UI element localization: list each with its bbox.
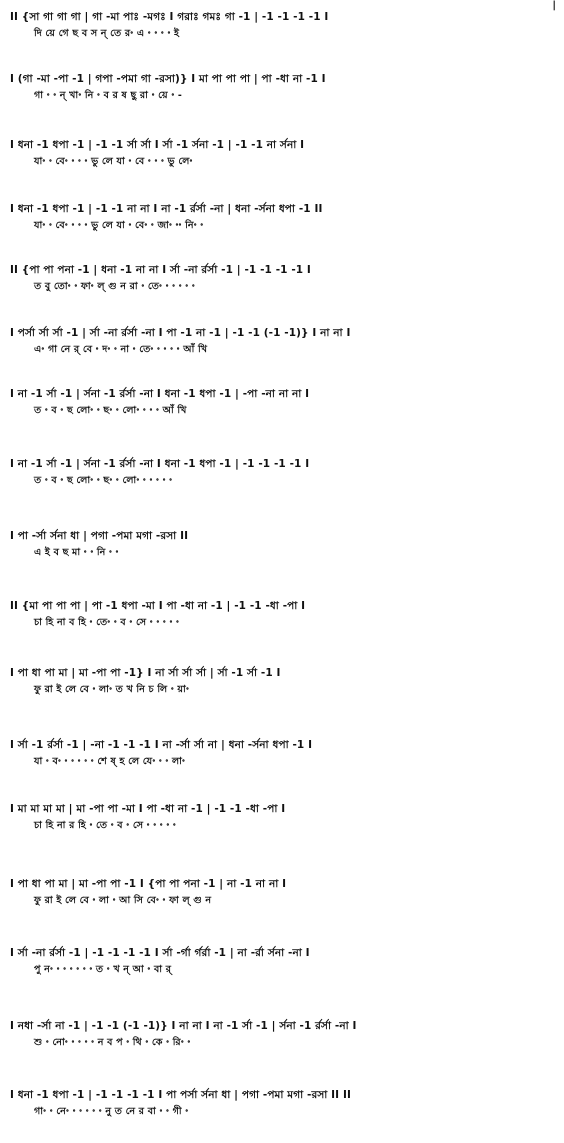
notes-line: I পা -র্সা র্সনা ধা | পগা -পমা মগা -রসা II: [10, 530, 189, 542]
staff-block-6: [10, 324, 558, 358]
lyrics-line: ত ৽ ব ৽ ছ লো৽ ৽ ছ৽ ৽ লো৽ ৽ ৽ ৽ ৽ ৽: [34, 475, 173, 486]
lyrics-line: গা৽ ৽ নে৽ ৽ ৽ ৽ ৽ ৽ নু ত নে র বা ৽ ৽ গী ৽: [34, 1106, 189, 1117]
staff-block-10: [10, 597, 558, 631]
lyrics-line: ফু রা ই লে বে ৽ লা ৽ আ সি বে৽ ৽ ফা ল্ গু ন: [34, 895, 212, 906]
lyrics-line: ত বু তো৽ ৽ ফা৽ ল্ গু ন রা ৽ তে৽ ৽ ৽ ৽ ৽ ৽: [34, 281, 195, 292]
lyrics-line: শু ৽ নো৽ ৽ ৽ ৽ ৽ ন ব প ৽ থি ৽ কে ৽ রি৽ ৽: [34, 1037, 191, 1048]
staff-block-17: [10, 1086, 558, 1120]
staff-block-1: [10, 8, 558, 42]
notes-line: I পর্সা র্সা র্সা -1 | র্সা -না র্রর্সা -না I পা -1 না -1 | -1 -1 (-1 -1)} I না না I: [10, 327, 351, 339]
staff-block-11: [10, 664, 558, 698]
lyrics-line: এ ই ব ছ মা ৽ ৽ নি ৽ ৽: [34, 547, 119, 558]
staff-block-8: [10, 455, 558, 489]
notes-line: I ধনা -1 ধপা -1 | -1 -1 র্সা র্সা I র্সা -1 র্সনা -1 | -1 -1 না র্সনা I: [10, 139, 305, 151]
lyrics-line: ত ৽ ব ৽ ছ লো৽ ৽ ছ৽ ৽ লো৽ ৽ ৽ ৽ আঁ খি: [34, 405, 187, 416]
lyrics-line: চা হি না র হি ৽ তে ৽ ব ৽ সে ৽ ৽ ৽ ৽ ৽: [34, 820, 176, 831]
lyrics-line: যা ৽ ব৽ ৽ ৽ ৽ ৽ ৽ শে ষ্ হ লে যে৽ ৽ ৽ লা৽: [34, 756, 186, 767]
lyrics-line: দি য়ে গে ছ ব স ন্ তে র৽ এ ৽ ৽ ৽ ৽ ই: [34, 28, 180, 39]
staff-block-15: [10, 944, 558, 978]
staff-block-9: [10, 527, 558, 561]
notes-line: II {সা গা গা গা | গা -মা পাঃ -মগঃ I গরাঃ গমঃ গা -1 | -1 -1 -1 -1 I: [10, 11, 329, 23]
notes-line: I নধা -র্সা না -1 | -1 -1 (-1 -1)} I না না I না -1 র্সা -1 | র্সনা -1 র্রর্সা -না I: [10, 1020, 357, 1032]
staff-block-4: [10, 200, 558, 234]
notes-line: I ধনা -1 ধপা -1 | -1 -1 না না I না -1 র্রর্সা -না | ধনা -র্সনা ধপা -1 II: [10, 203, 323, 215]
staff-block-14: [10, 875, 558, 909]
staff-block-13: [10, 800, 558, 834]
notes-line: I র্সা -না র্রর্সা -1 | -1 -1 -1 -1 I র্সা -র্গা র্গর্রা -1 | না -র্রা র্সনা -না I: [10, 947, 310, 959]
staff-block-7: [10, 385, 558, 419]
lyrics-line: ফু রা ই লে বে ৽ লা৽ ত খ নি চ লি ৽ য়া৽: [34, 684, 189, 695]
lyrics-line: এ৽ গা নে র্ বে ৽ দ৽ ৽ না ৽ তে৽ ৽ ৽ ৽ ৽ আঁ খি: [34, 344, 208, 355]
lyrics-line: পু ন৽ ৽ ৽ ৽ ৽ ৽ ৽ ত ৽ খ ন্ আ ৽ বা র্: [34, 964, 172, 975]
lyrics-line: যা৽ ৽ বে৽ ৽ ৽ ৽ ভু লে যা ৽ বে৽ ৽ জা৽ ৽৽ নি৽ ৽: [34, 220, 204, 231]
notes-line: I না -1 র্সা -1 | র্সনা -1 র্রর্সা -না I ধনা -1 ধপা -1 | -1 -1 -1 -1 I: [10, 458, 310, 470]
lyrics-line: যা৽ ৽ বে৽ ৽ ৽ ৽ ভু লে যা ৽ বে ৽ ৽ ৽ ভু লে৽: [34, 156, 193, 167]
staff-block-2: [10, 70, 558, 104]
staff-block-16: [10, 1017, 558, 1051]
notes-line: II {মা পা পা পা | পা -1 ধপা -মা I পা -ধা না -1 | -1 -1 -ধা -পা I: [10, 600, 306, 612]
notes-line: I পা ধা পা মা | মা -পা পা -1} I না র্সা র্সা র্সা | র্সা -1 র্সা -1 I: [10, 667, 281, 679]
notes-line: I পা ধা পা মা | মা -পা পা -1 I {পা পা পনা -1 | না -1 না না I: [10, 878, 287, 890]
lyrics-line: গা ৽ ৽ ন্ খা৽ নি ৽ ব র ষ ছু রা ৽ য়ে ৽ -: [34, 90, 183, 101]
notes-line: I মা মা মা মা | মা -পা পা -মা I পা -ধা না -1 | -1 -1 -ধা -পা I: [10, 803, 286, 815]
notes-line: I র্সা -1 র্রর্সা -1 | -না -1 -1 -1 I না -র্সা র্সা না | ধনা -র্সনা ধপা -1 I: [10, 739, 313, 751]
staff-block-12: [10, 736, 558, 770]
notes-line: I না -1 র্সা -1 | র্সনা -1 র্রর্সা -না I ধনা -1 ধপা -1 | -পা -না না না I: [10, 388, 310, 400]
notes-line: I ধনা -1 ধপা -1 | -1 -1 -1 -1 I পা পর্সা র্সনা ধা | পগা -পমা মগা -রসা II II: [10, 1089, 351, 1101]
notes-line: II {পা পা পনা -1 | ধনা -1 না না I র্সা -না র্রর্সা -1 | -1 -1 -1 -1 I: [10, 264, 311, 276]
staff-block-5: [10, 261, 558, 295]
lyrics-line: চা হি না ব হি ৽ তে৽ ৽ ব ৽ সে ৽ ৽ ৽ ৽ ৽: [34, 617, 180, 628]
notes-line: I (গা -মা -পা -1 | গপা -পমা গা -রসা)} I মা পা পা পা | পা -ধা না -1 I: [10, 73, 326, 85]
corner-mark: |: [552, 0, 556, 11]
staff-block-3: [10, 136, 558, 170]
